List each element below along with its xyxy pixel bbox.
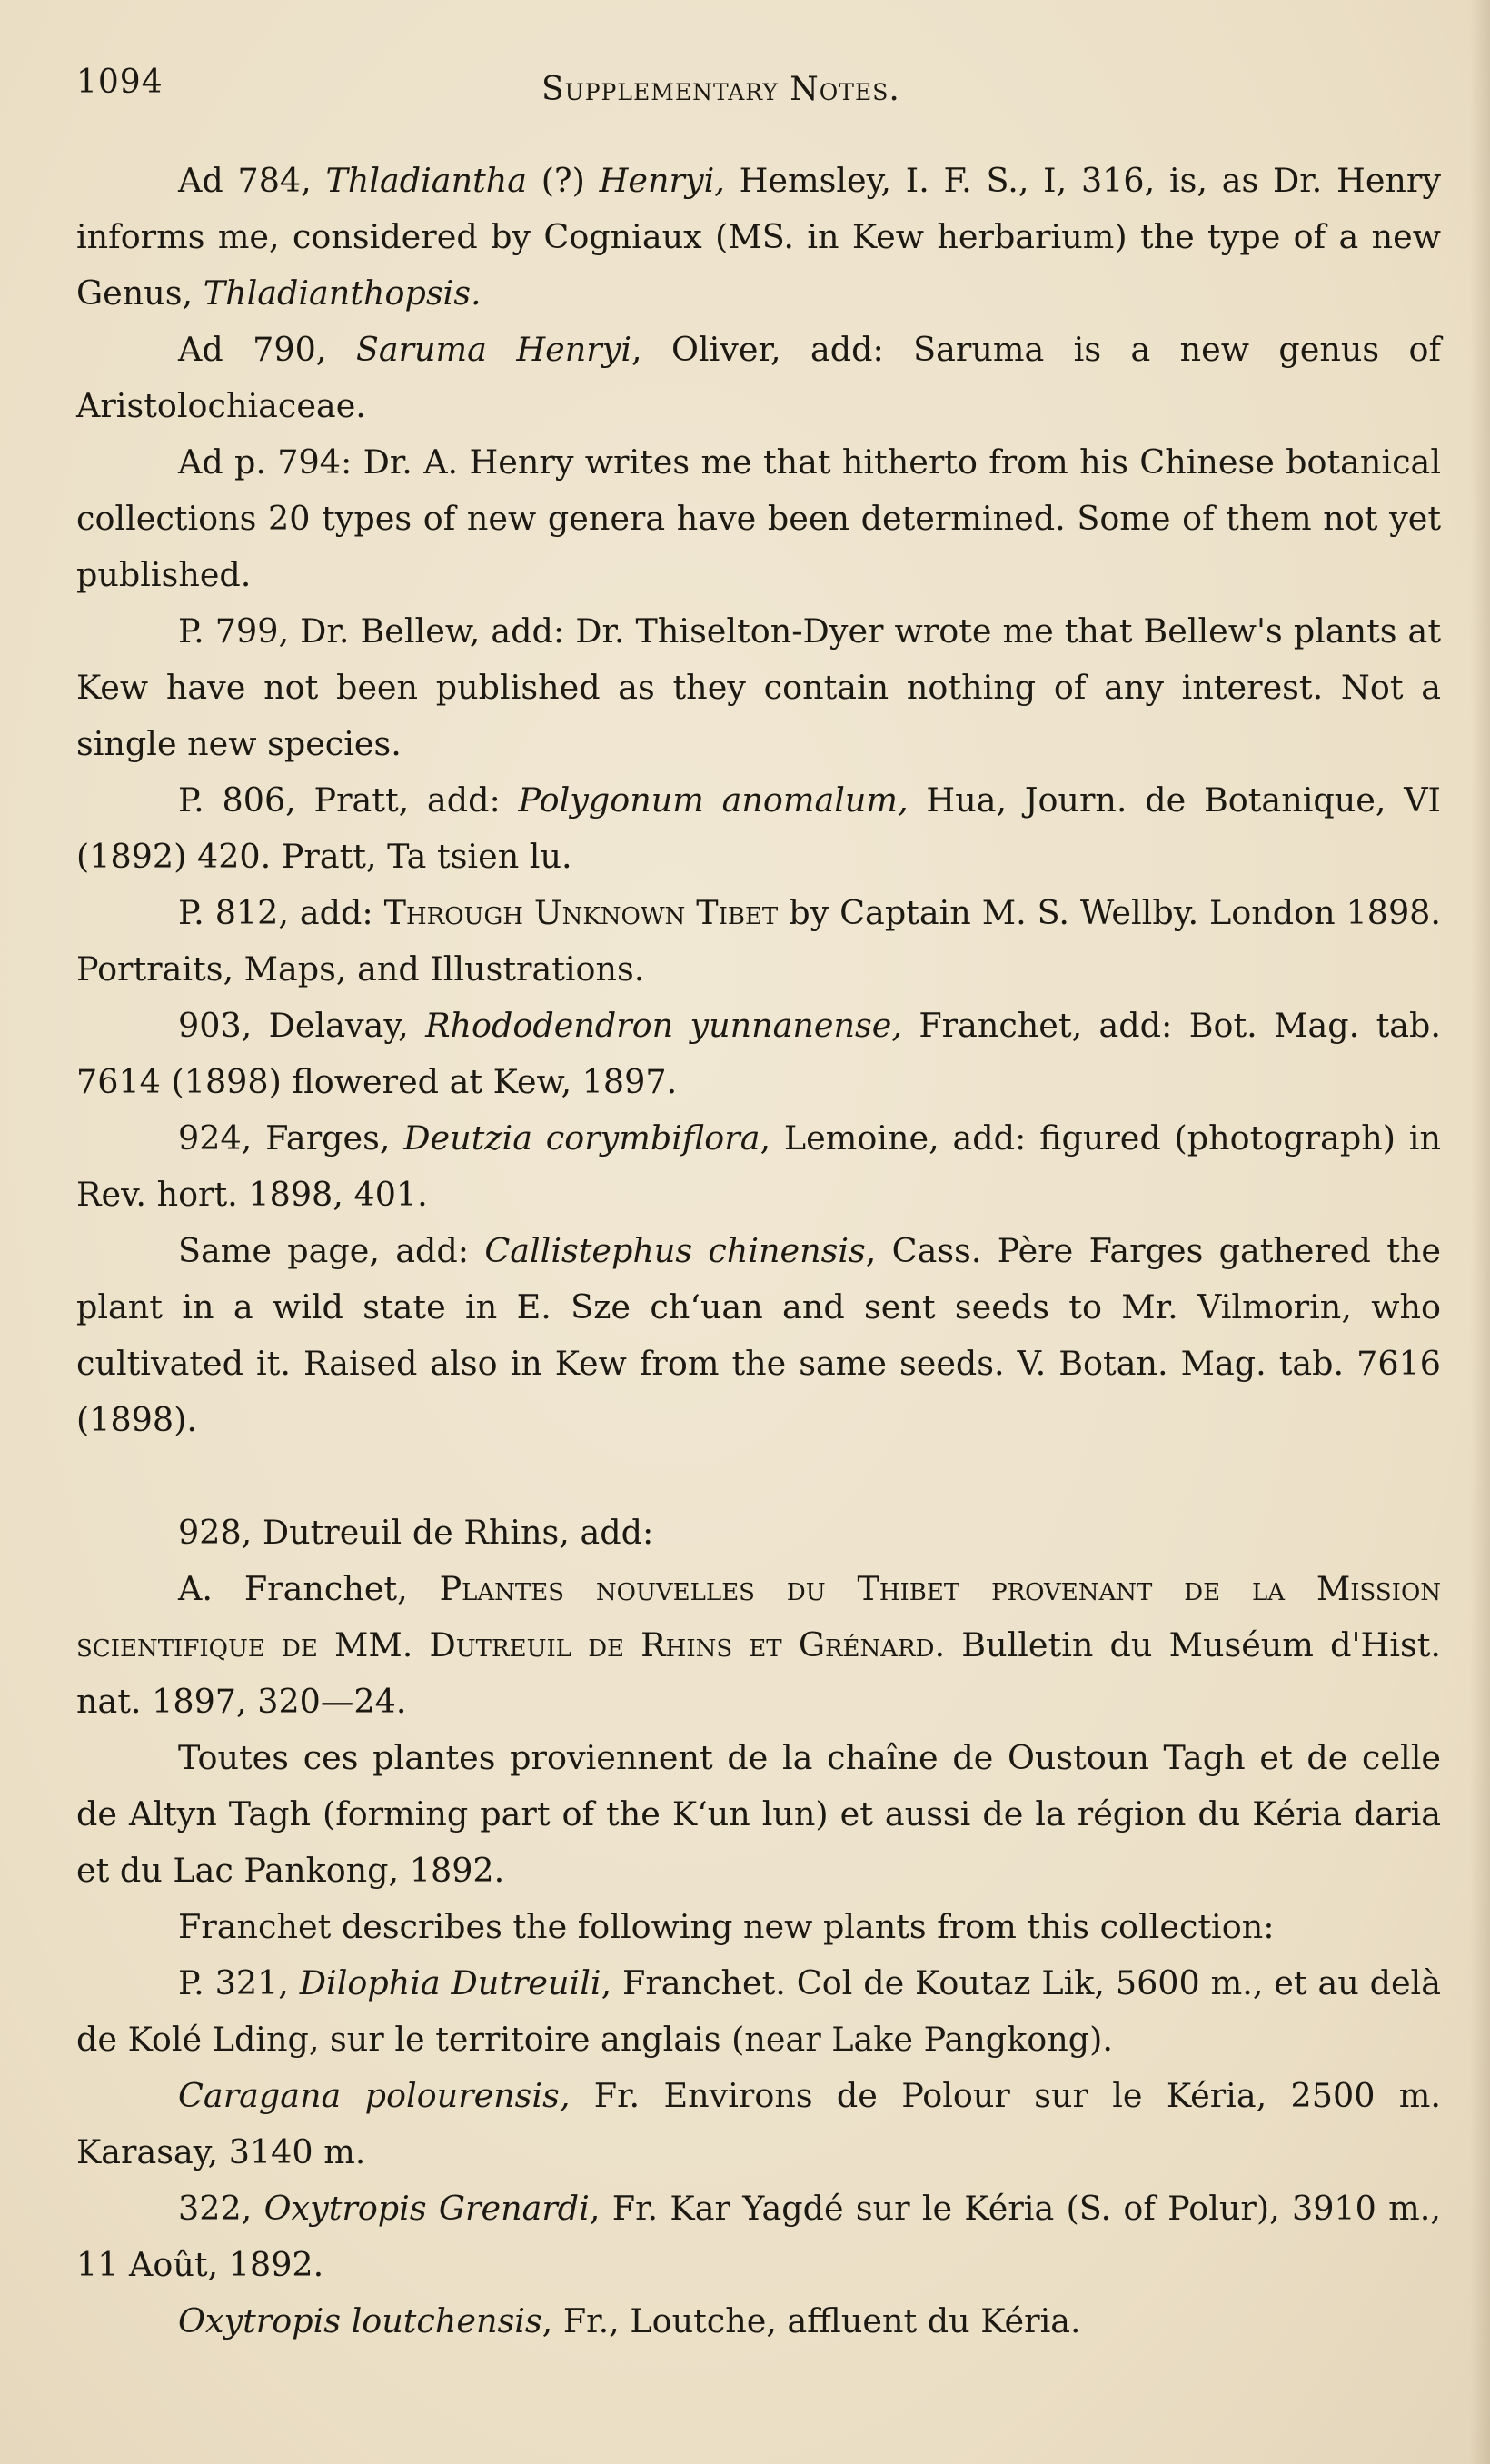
text-run: 928, Dutreuil de Rhins, add: — [178, 1513, 654, 1552]
paragraph — [76, 1730, 1441, 1899]
text-run: Franchet, add: Bot. Mag. tab. 7614 (1898) flowered at Kew, 1897. — [76, 1006, 1441, 1101]
paragraph — [76, 1561, 1441, 1730]
text-run: , Fr., Loutche, affluent du Kéria. — [541, 2301, 1081, 2340]
italic-text: Oxytropis Grenardi — [263, 2189, 590, 2228]
text-run: Franchet describes the following new plants from this collection: — [178, 1907, 1275, 1946]
text-run: Hemsley, I. F. S., I, 316, is, as Dr. Henry informs me, considered by Cogniaux (MS. in Kew herbarium) the type of a new Genus, — [76, 161, 1441, 313]
text-run: Hua, Journ. de Botanique, VI (1892) 420. Pratt, Ta tsien lu. — [76, 780, 1441, 876]
italic-text: Polygonum anomalum, — [518, 780, 909, 820]
text-run: Bulletin du Muséum d'Hist. nat. 1897, 320—24. — [76, 1625, 1441, 1721]
page-edge-shadow — [1470, 0, 1490, 2464]
paragraph — [76, 772, 1441, 885]
text-run: , Oliver, add: Saruma is a new genus of Aristolochiaceae. — [76, 330, 1441, 425]
paragraph — [76, 1223, 1441, 1448]
small-caps-text: Plantes nouvelles du Thibet provenant de la Mission scientifique de MM. Dutreuil de Rhins et Grénard. — [76, 1569, 1442, 1664]
italic-text: Deutzia corymbiflora — [403, 1118, 760, 1157]
text-run: , Lemoine, add: figured (photograph) in Rev. hort. 1898, 401. — [76, 1118, 1441, 1214]
text-run: Ad p. 794: Dr. A. Henry writes me that hitherto from his Chinese botanical collections 20 types of new genera have been determined. Some of them not yet published. — [76, 442, 1441, 594]
text-run: , Franchet. Col de Koutaz Lik, 5600 m., et au delà de Kolé Lding, sur le territoire anglais (near Lake Pangkong). — [76, 1963, 1441, 2059]
text-run: , Cass. Père Farges gathered the plant in a wild state in E. Sze chʻuan and sent seeds to Mr. Vilmorin, who cultivated it. Raised also in Kew from the same seeds. V. Botan. Mag. tab. 7616 (1898). — [76, 1231, 1441, 1439]
text-run: Ad 790, — [178, 330, 356, 369]
text-run: Toutes ces plantes proviennent de la chaîne de Oustoun Tagh et de celle de Altyn Tagh (forming part of the Kʻun lun) et aussi de la région du Kéria daria et du Lac Pankong, 1892. — [76, 1738, 1441, 1890]
paragraph — [76, 2181, 1441, 2293]
italic-text: Caragana polourensis, — [178, 2076, 571, 2115]
running-title: Supplementary Notes. — [541, 71, 900, 108]
text-run: Same page, add: — [178, 1231, 485, 1270]
italic-text: Henryi, — [599, 161, 725, 200]
text-run: by Captain M. S. Wellby. London 1898. Portraits, Maps, and Illustrations. — [76, 893, 1442, 989]
italic-text: Thladianthopsis. — [203, 273, 482, 313]
text-run: A. Franchet, — [178, 1569, 440, 1608]
text-run: P. 806, Pratt, add: — [178, 780, 519, 820]
text-run: P. 799, Dr. Bellew, add: Dr. Thiselton-Dyer wrote me that Bellew's plants at Kew have not been published as they contain nothing of any interest. Not a single new species. — [76, 611, 1441, 763]
paragraph — [76, 153, 1441, 322]
italic-text: Dilophia Dutreuili — [299, 1963, 601, 2002]
text-run: P. 812, add: — [178, 893, 384, 932]
text-run: 903, Delavay, — [178, 1006, 426, 1045]
paragraph — [76, 603, 1441, 772]
text-run: 924, Farges, — [178, 1118, 404, 1157]
paragraph — [76, 1110, 1441, 1223]
paragraph — [76, 322, 1441, 434]
text-run: (?) — [527, 161, 600, 200]
paragraph — [76, 998, 1441, 1110]
paragraph — [76, 2293, 1441, 2350]
text-run: Fr. Environs de Polour sur le Kéria, 2500 m. Karasay, 3140 m. — [76, 2076, 1441, 2171]
paragraph — [76, 885, 1441, 998]
text-run: 322, — [178, 2189, 264, 2228]
italic-text: Callistephus chinensis — [484, 1231, 866, 1270]
paragraph — [76, 1505, 1441, 1561]
italic-text: Rhododendron yunnanense, — [425, 1006, 902, 1045]
text-run: Ad 784, — [178, 161, 326, 200]
paragraph — [76, 1955, 1441, 2068]
paragraph — [76, 1899, 1441, 1955]
paragraph — [76, 2068, 1441, 2181]
italic-text: Thladiantha — [325, 161, 528, 200]
page-header — [76, 64, 1439, 118]
text-run: P. 321, — [178, 1963, 300, 2002]
italic-text: Oxytropis loutchensis — [178, 2301, 542, 2340]
text-run: , Fr. Kar Yagdé sur le Kéria (S. of Polur), 3910 m., 11 Août, 1892. — [76, 2189, 1441, 2284]
italic-text: Saruma Henryi — [355, 330, 631, 369]
body-text — [76, 153, 1441, 2350]
page-number: 1094 — [76, 64, 164, 101]
paragraph — [76, 434, 1441, 603]
small-caps-text: Through Unknown Tibet — [383, 893, 779, 932]
